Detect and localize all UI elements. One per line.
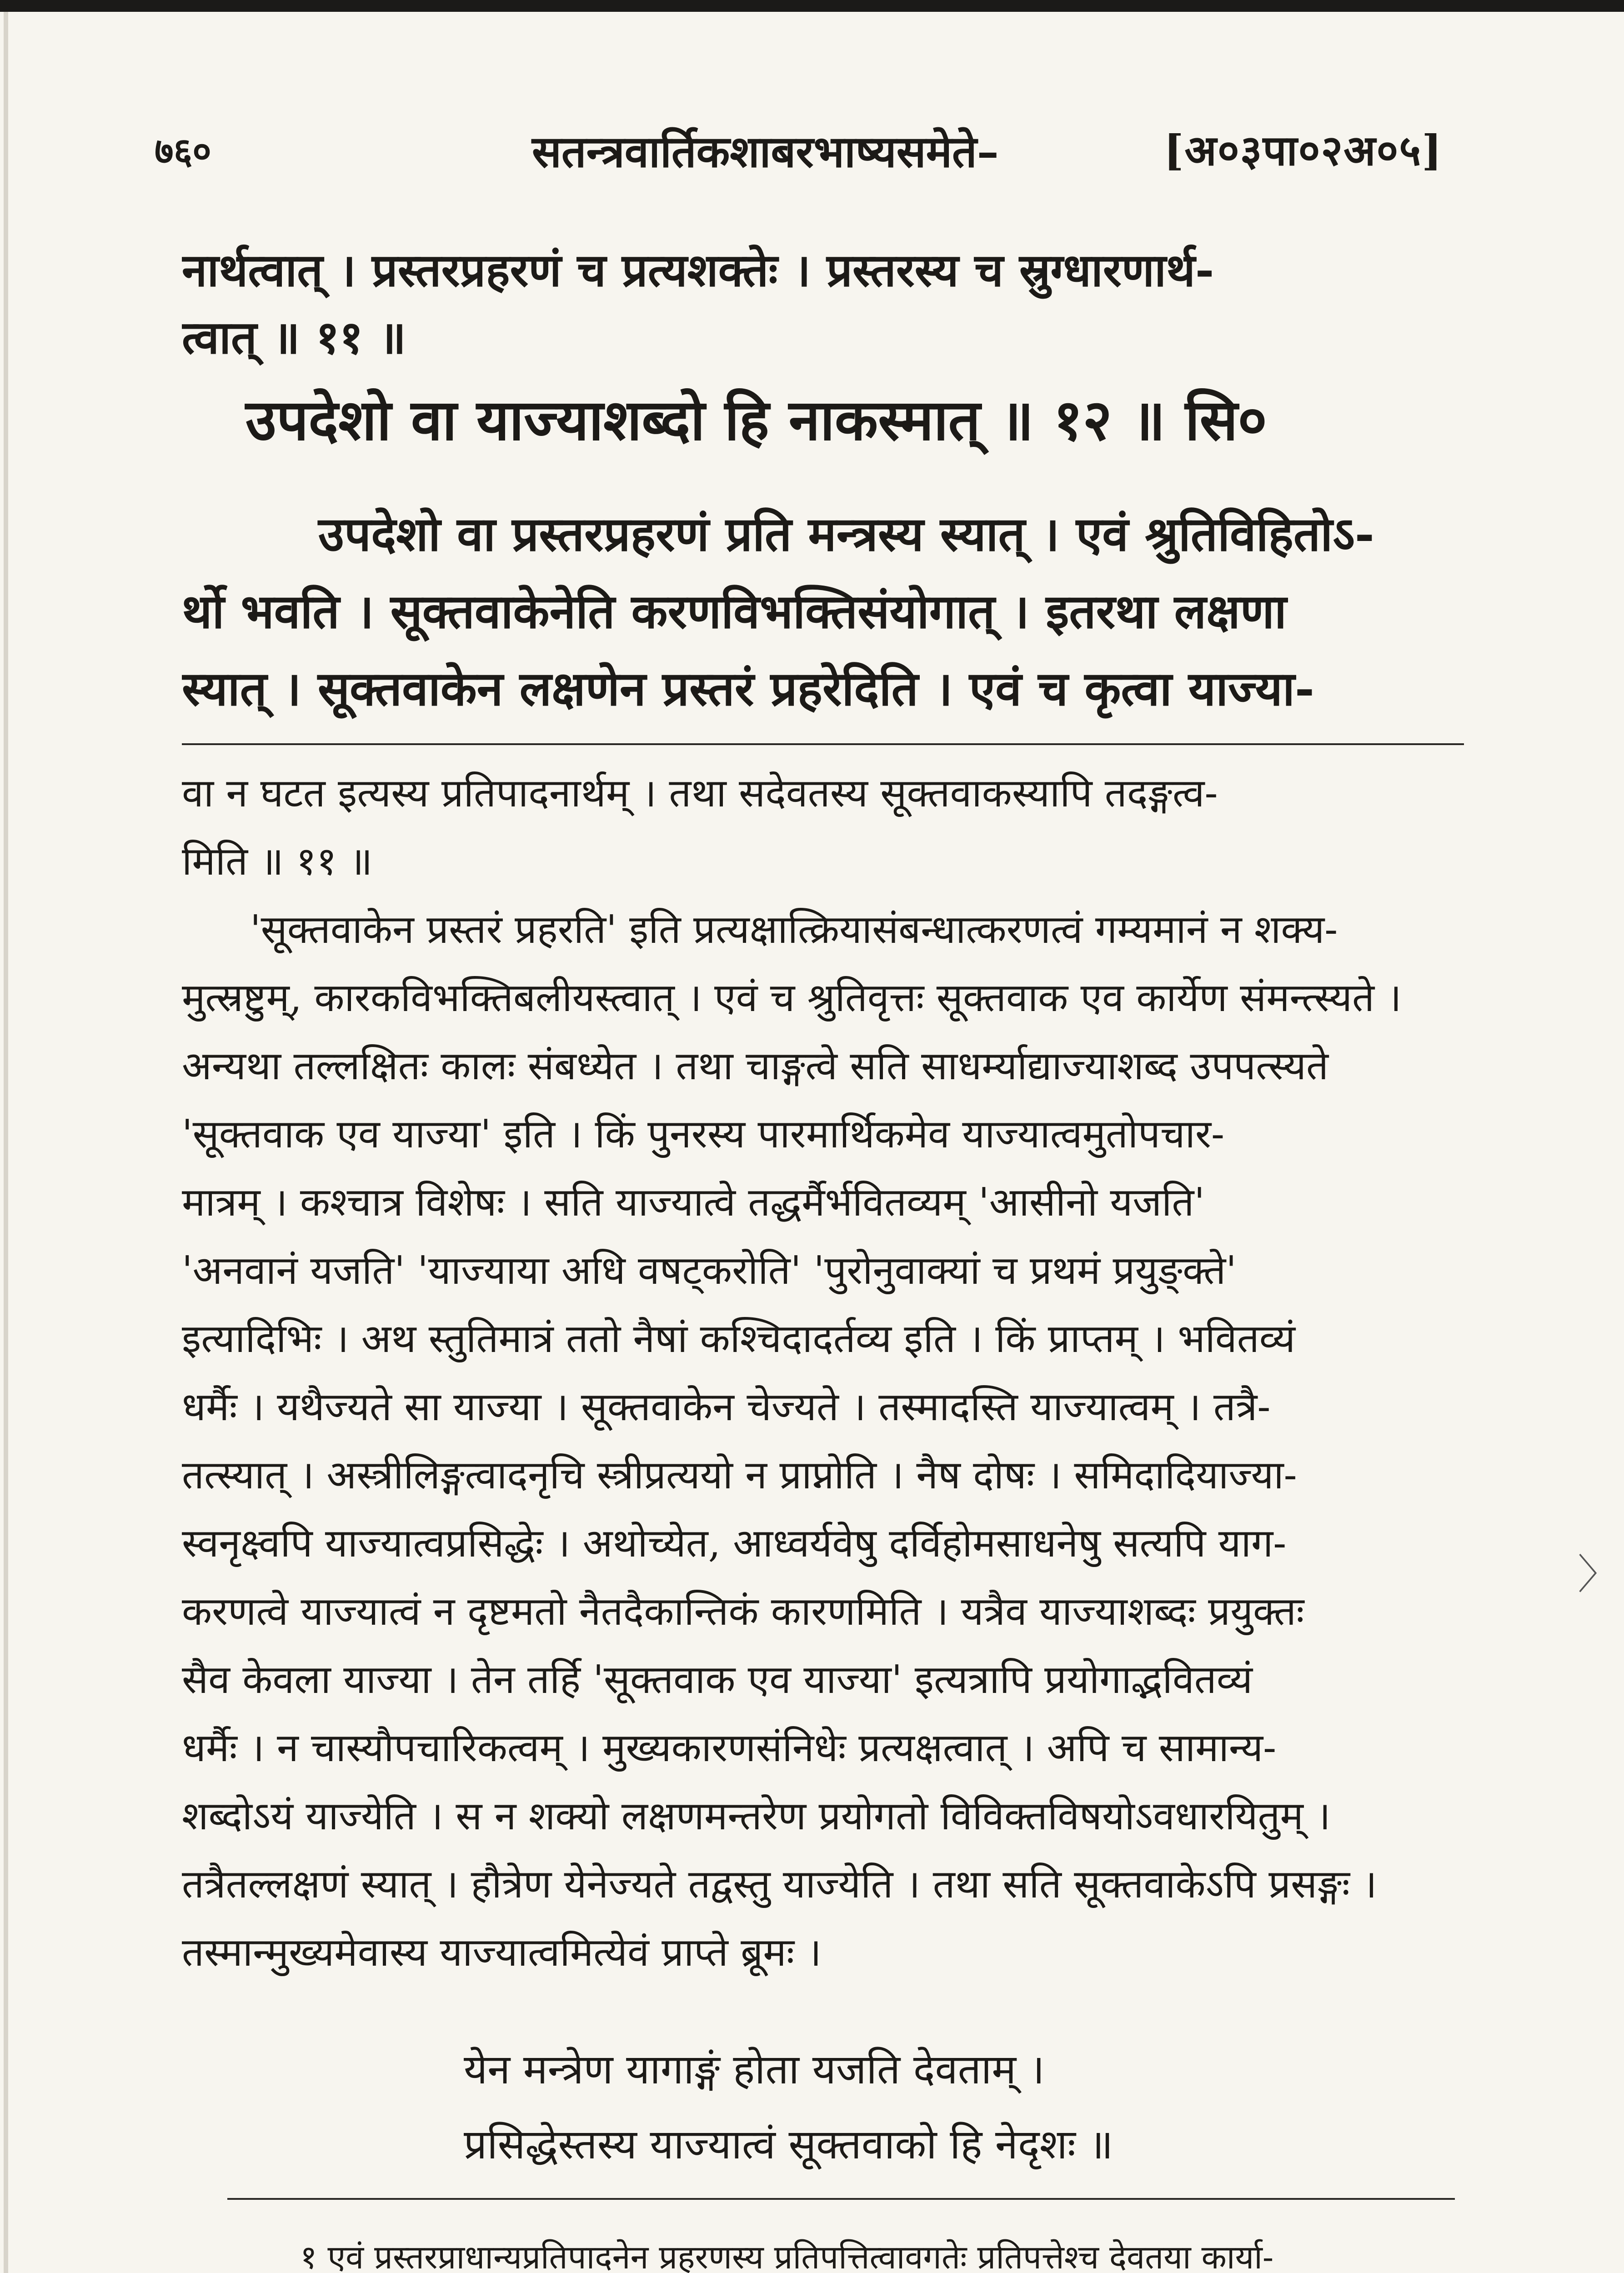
- page-number: ७६०: [155, 130, 211, 172]
- text-line: सैव केवला याज्या । तेन तर्हि 'सूक्तवाक एव याज्या' इत्यत्रापि प्रयोगाद्भवितव्यं: [182, 1657, 1253, 1702]
- footnote-divider: [227, 2198, 1455, 2200]
- text-line: 'सूक्तवाक एव याज्या' इति । किं पुनरस्य पारमार्थिकमेव याज्यात्वमुतोपचार-: [182, 1111, 1225, 1157]
- verse-line: येन मन्त्रेण यागाङ्गं होता यजति देवताम् ।: [464, 2046, 1045, 2093]
- text-line: 'अनवानं यजति' 'याज्याया अधि वषट्करोति' 'पुरोनुवाक्यां च प्रथमं प्रयुङ्क्ते': [182, 1248, 1237, 1293]
- footnote-line: १ एवं प्रस्तरप्राधान्यप्रतिपादनेन प्रहरणस्य प्रतिपत्तित्वावगतेः प्रतिपत्तेश्च देवतया कार्या-: [300, 2238, 1274, 2273]
- running-title: सतन्त्रवार्तिकशाबरभाष्यसमेते–: [532, 126, 999, 177]
- text-line: 'सूक्तवाकेन प्रस्तरं प्रहरति' इति प्रत्यक्षात्क्रियासंबन्धात्करणत्वं गम्यमानं न शक्य-: [250, 907, 1338, 952]
- text-line: त्वात् ॥ ११ ॥: [182, 310, 406, 364]
- footnote: [182, 2223, 1482, 2273]
- text-line: उपदेशो वा प्रस्तरप्रहरणं प्रति मन्त्रस्य स्यात् । एवं श्रुतिविहितोऽ-: [318, 506, 1374, 562]
- bhashya-commentary: [182, 496, 1482, 727]
- text-line: नार्थत्वात् । प्रस्तरप्रहरणं च प्रत्यशक्तेः । प्रस्तरस्य च स्रुग्धारणार्थ-: [182, 243, 1214, 297]
- text-line: स्यात् । सूक्तवाकेन लक्षणेन प्रस्तरं प्रहरेदिति । एवं च कृत्वा याज्या-: [182, 661, 1315, 716]
- text-line: धर्मैः । यथैज्यते सा याज्या । सूक्तवाकेन चेज्यते । तस्मादस्ति याज्यात्वम् । तत्रै-: [182, 1384, 1271, 1430]
- text-line: स्वनृक्ष्वपि याज्यात्वप्रसिद्धेः । अथोच्येत, आध्वर्यवेषु दर्विहोमसाधनेषु सत्यपि याग-: [182, 1521, 1287, 1566]
- verse-line: प्रसिद्धेस्तस्य याज्यात्वं सूक्तवाको हि नेदृशः ॥: [464, 2121, 1113, 2168]
- top-border-rule: [0, 0, 1624, 12]
- text-line: मिति ॥ ११ ॥: [182, 839, 373, 884]
- section-divider: [182, 743, 1464, 745]
- previous-sutra-text: [182, 236, 1482, 371]
- sutra-heading: [182, 377, 1482, 464]
- text-line: मुत्स्रष्टुम्, कारकविभक्तिबलीयस्त्वात् । एवं च श्रुतिवृत्तः सूक्तवाक एव कार्येण संमन्त्स्यते ।: [182, 975, 1402, 1021]
- text-line: अन्यथा तल्लक्षितः कालः संबध्येत । तथा चाङ्गत्वे सति साधर्म्याद्याज्याशब्द उपपत्स्यते: [182, 1043, 1329, 1089]
- page-left-edge: [4, 12, 8, 2273]
- text-line: र्थो भवति । सूक्तवाकेनेति करणविभक्तिसंयोगात् । इतरथा लक्षणा: [182, 583, 1287, 639]
- page-header: [155, 116, 1500, 180]
- margin-mark: 〉: [1578, 1551, 1619, 1598]
- tantravartika-commentary: [182, 759, 1482, 1987]
- text-line: वा न घटत इत्यस्य प्रतिपादनार्थम् । तथा सदेवतस्य सूक्तवाकस्यापि तदङ्गत्व-: [182, 771, 1218, 816]
- text-line: इत्यादिभिः । अथ स्तुतिमात्रं ततो नैषां कश्चिदादर्तव्य इति । किं प्राप्तम् । भवितव्यं: [182, 1316, 1296, 1362]
- text-line: धर्मैः । न चास्यौपचारिकत्वम् । मुख्यकारणसंनिधेः प्रत्यक्षत्वात् । अपि च सामान्य-: [182, 1725, 1277, 1771]
- text-line: तस्मान्मुख्यमेवास्य याज्यात्वमित्येवं प्राप्ते ब्रूमः ।: [182, 1930, 822, 1975]
- text-line: तत्स्यात् । अस्त्रीलिङ्गत्वादनृचि स्त्रीप्रत्ययो न प्राप्नोति । नैष दोषः । समिदादियाज्या-: [182, 1452, 1297, 1498]
- text-line: करणत्वे याज्यात्वं न दृष्टमतो नैतदैकान्तिकं कारणमिति । यत्रैव याज्याशब्दः प्रयुक्तः: [182, 1589, 1304, 1634]
- sutra-12: उपदेशो वा याज्याशब्दो हि नाकस्मात् ॥ १२ ॥ सि०: [246, 387, 1267, 453]
- text-line: शब्दोऽयं याज्येति । स न शक्यो लक्षणमन्तरेण प्रयोगतो विविक्तविषयोऽवधारयितुम् ।: [182, 1793, 1331, 1839]
- verse-block: [464, 2032, 1464, 2182]
- text-line: तत्रैतल्लक्षणं स्यात् । हौत्रेण येनेज्यते तद्वस्तु याज्येति । तथा सति सूक्तवाकेऽपि प्रसङ्गः ।: [182, 1862, 1377, 1907]
- text-line: मात्रम् । कश्चात्र विशेषः । सति याज्यात्वे तद्धर्मैर्भवितव्यम् 'आसीनो यजति': [182, 1180, 1205, 1225]
- section-reference: [अ०३पा०२अ०५]: [1164, 126, 1443, 175]
